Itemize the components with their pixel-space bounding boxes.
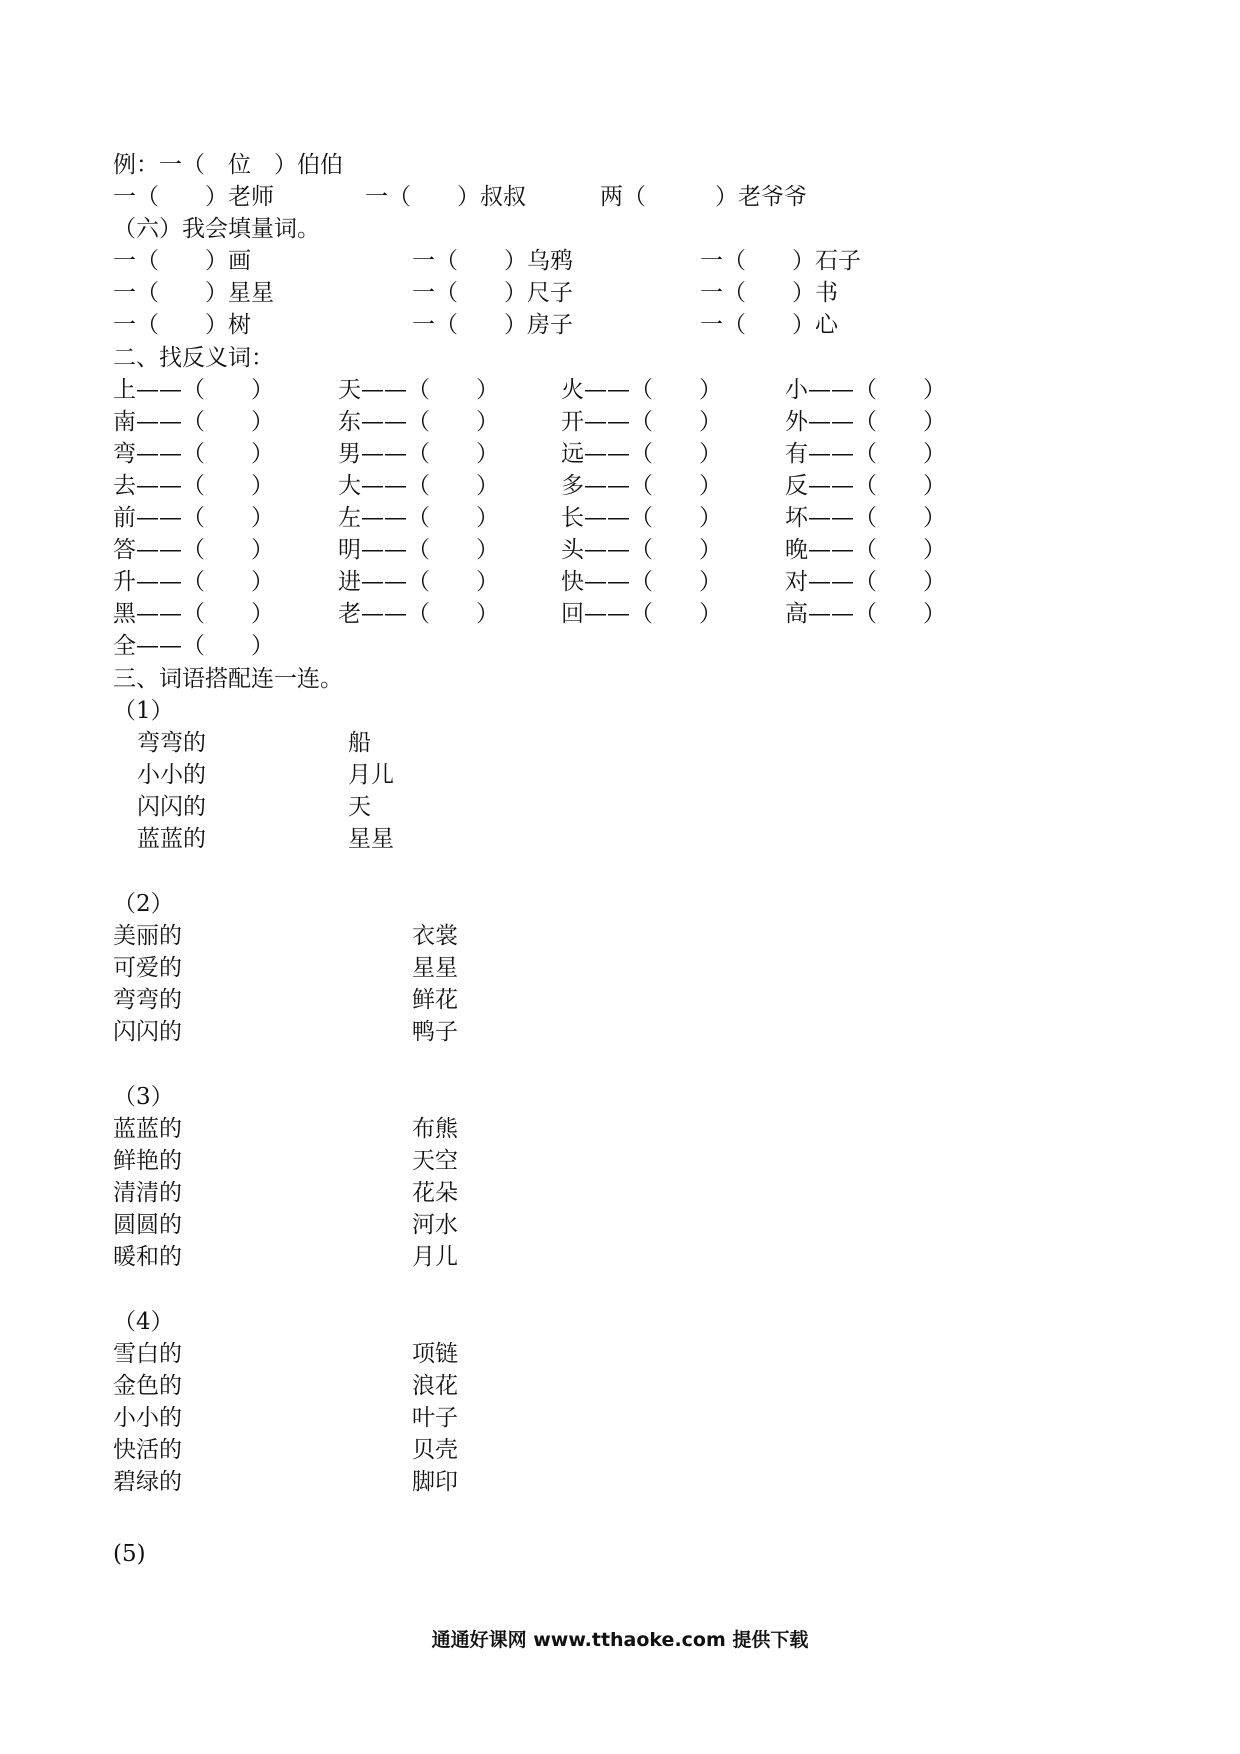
antonym-item: 进——（ ） (338, 569, 499, 595)
antonym-item: 天——（ ） (338, 377, 499, 403)
section6-title: （六）我会填量词。 (113, 216, 320, 242)
antonym-item: 多——（ ） (561, 473, 722, 499)
left-word: 暖和的 (113, 1244, 182, 1270)
antonym-item: 长——（ ） (561, 505, 722, 531)
group-label-5: (5) (113, 1541, 146, 1567)
right-word: 鲜花 (412, 987, 458, 1013)
section3-title: 三、词语搭配连一连。 (113, 666, 343, 692)
left-word: 美丽的 (113, 923, 182, 949)
left-word: 清清的 (113, 1180, 182, 1206)
section2-title: 二、找反义词： (113, 345, 274, 371)
antonym-item: 回——（ ） (561, 601, 722, 627)
left-word: 可爱的 (113, 955, 182, 981)
antonym-item: 弯——（ ） (113, 441, 274, 467)
antonym-item: 开——（ ） (561, 409, 722, 435)
measure-item: 一（ ）房子 (412, 312, 573, 338)
left-word: 蓝蓝的 (137, 826, 206, 852)
example-item-1: 一（ ）老师 (113, 184, 274, 210)
footer-credit: 通通好课网 www.tthaoke.com 提供下载 (431, 1629, 809, 1651)
antonym-item: 反——（ ） (785, 473, 946, 499)
antonym-item: 东——（ ） (338, 409, 499, 435)
antonym-item: 有——（ ） (785, 441, 946, 467)
right-word: 天空 (412, 1148, 458, 1174)
left-word: 圆圆的 (113, 1212, 182, 1238)
measure-item: 一（ ）星星 (113, 280, 274, 306)
antonym-item: 外——（ ） (785, 409, 946, 435)
left-word: 弯弯的 (113, 987, 182, 1013)
antonym-item: 升——（ ） (113, 569, 274, 595)
right-word: 花朵 (412, 1180, 458, 1206)
antonym-item: 坏——（ ） (785, 505, 946, 531)
antonym-item: 晚——（ ） (785, 537, 946, 563)
right-word: 船 (348, 730, 371, 756)
group-label: （3） (113, 1084, 174, 1110)
antonym-item: 对——（ ） (785, 569, 946, 595)
example-item-3: 两（ ）老爷爷 (600, 184, 807, 210)
left-word: 鲜艳的 (113, 1148, 182, 1174)
left-word: 小小的 (137, 762, 206, 788)
antonym-item: 快——（ ） (561, 569, 722, 595)
measure-item: 一（ ）树 (113, 312, 251, 338)
left-word: 闪闪的 (137, 794, 206, 820)
group-label: （4） (113, 1309, 174, 1335)
left-word: 小小的 (113, 1405, 182, 1431)
right-word: 脚印 (412, 1469, 458, 1495)
right-word: 月儿 (412, 1244, 458, 1270)
right-word: 星星 (348, 826, 394, 852)
left-word: 碧绿的 (113, 1469, 182, 1495)
example-line: 例：一（ 位 ）伯伯 (113, 152, 343, 178)
right-word: 叶子 (412, 1405, 458, 1431)
measure-item: 一（ ）画 (113, 248, 251, 274)
right-word: 河水 (412, 1212, 458, 1238)
antonym-item: 火——（ ） (561, 377, 722, 403)
antonym-item: 南——（ ） (113, 409, 274, 435)
group-label: （1） (113, 698, 174, 724)
right-word: 布熊 (412, 1116, 458, 1142)
measure-item: 一（ ）乌鸦 (412, 248, 573, 274)
left-word: 雪白的 (113, 1341, 182, 1367)
antonym-item: 大——（ ） (338, 473, 499, 499)
antonym-item: 去——（ ） (113, 473, 274, 499)
antonym-item: 全——（ ） (113, 633, 274, 659)
right-word: 月儿 (348, 762, 394, 788)
example-item-2: 一（ ）叔叔 (365, 184, 526, 210)
left-word: 快活的 (113, 1437, 182, 1463)
antonym-item: 明——（ ） (338, 537, 499, 563)
right-word: 鸭子 (412, 1019, 458, 1045)
antonym-item: 左——（ ） (338, 505, 499, 531)
right-word: 天 (348, 794, 371, 820)
left-word: 弯弯的 (137, 730, 206, 756)
measure-item: 一（ ）尺子 (412, 280, 573, 306)
left-word: 蓝蓝的 (113, 1116, 182, 1142)
left-word: 闪闪的 (113, 1019, 182, 1045)
left-word: 金色的 (113, 1373, 182, 1399)
right-word: 衣裳 (412, 923, 458, 949)
antonym-item: 上——（ ） (113, 377, 274, 403)
group-label: （2） (113, 891, 174, 917)
antonym-item: 答——（ ） (113, 537, 274, 563)
right-word: 浪花 (412, 1373, 458, 1399)
antonym-item: 远——（ ） (561, 441, 722, 467)
antonym-item: 头——（ ） (561, 537, 722, 563)
right-word: 项链 (412, 1341, 458, 1367)
antonym-item: 小——（ ） (785, 377, 946, 403)
antonym-item: 老——（ ） (338, 601, 499, 627)
antonym-item: 高——（ ） (785, 601, 946, 627)
antonym-item: 黑——（ ） (113, 601, 274, 627)
antonym-item: 前——（ ） (113, 505, 274, 531)
measure-item: 一（ ）心 (700, 312, 838, 338)
measure-item: 一（ ）书 (700, 280, 838, 306)
right-word: 贝壳 (412, 1437, 458, 1463)
right-word: 星星 (412, 955, 458, 981)
measure-item: 一（ ）石子 (700, 248, 861, 274)
antonym-item: 男——（ ） (338, 441, 499, 467)
